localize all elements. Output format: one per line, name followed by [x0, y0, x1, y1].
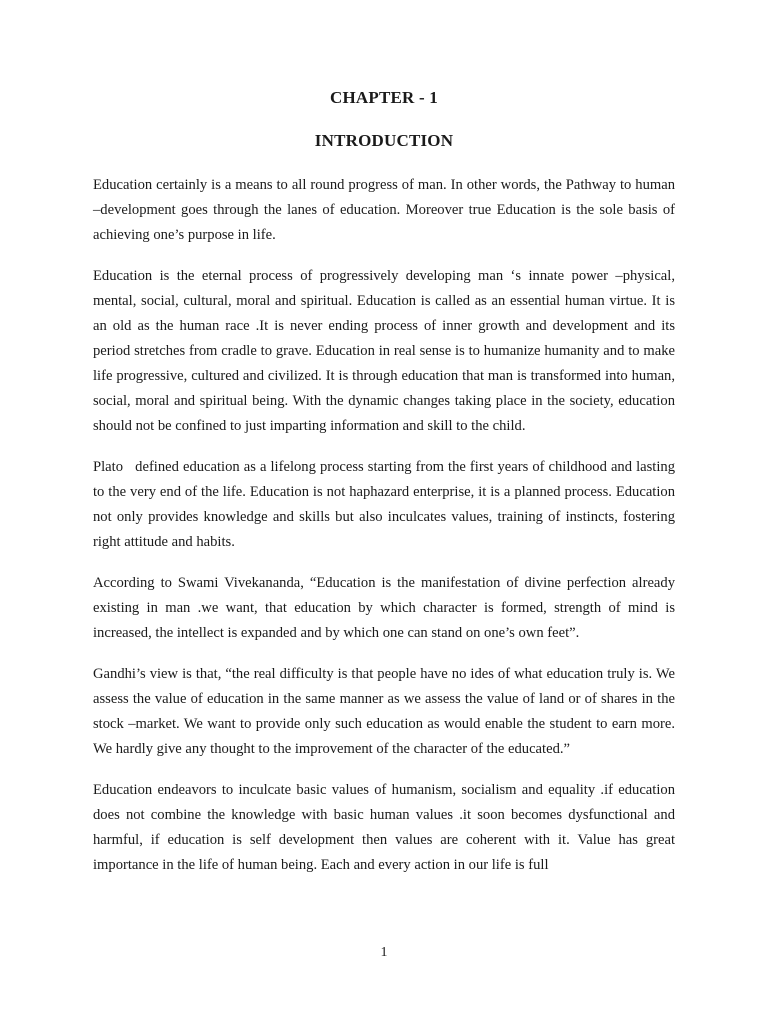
page-number: 1: [380, 945, 388, 960]
paragraph: According to Swami Vivekananda, “Education is the manifestation of divine perfection already existing in man .we want, that education by which character is formed, strength of mind is increased, the intellect is expanded and by which one can stand on one’s own feet”.: [93, 575, 675, 641]
paragraph: Gandhi’s view is that, “the real difficulty is that people have no ides of what education truly is. We assess the value of education in the same manner as we assess the value of land or of shares in the stock –market. We want to provide only such education as would enable the student to earn more. We hardly give any thought to the improvement of the character of the educated.”: [93, 666, 675, 757]
paragraph: Plato defined education as a lifelong process starting from the first years of childhood and lasting to the very end of the life. Education is not haphazard enterprise, it is a planned process. Education not only provides knowledge and skills but also inculcates values, training of instincts, fostering right attitude and habits.: [93, 459, 675, 550]
paragraph: Education is the eternal process of progressively developing man ‘s innate power –physical, mental, social, cultural, moral and spiritual. Education is called as an essential human virtue. It is an old as the human race .It is never ending process of inner growth and development and its period stretches from cradle to grave. Education in real sense is to humanize humanity and to make life progressive, cultured and civilized. It is through education that man is transformed into human, social, moral and spiritual being. With the dynamic changes taking place in the society, education should not be confined to just imparting information and skill to the child.: [93, 268, 675, 434]
paragraph: Education endeavors to inculcate basic values of humanism, socialism and equality .if education does not combine the knowledge with basic human values .it soon becomes dysfunctional and harmful, if education is self development then values are coherent with it. Value has great importance in the life of human being. Each and every action in our life is full: [93, 782, 675, 873]
body-text: [93, 173, 675, 894]
section-title: INTRODUCTION: [314, 131, 454, 150]
chapter-heading: CHAPTER - 1: [330, 88, 438, 107]
paragraph: Education certainly is a means to all round progress of man. In other words, the Pathway to human –development goes through the lanes of education. Moreover true Education is the sole basis of achieving one’s purpose in life.: [93, 177, 675, 243]
